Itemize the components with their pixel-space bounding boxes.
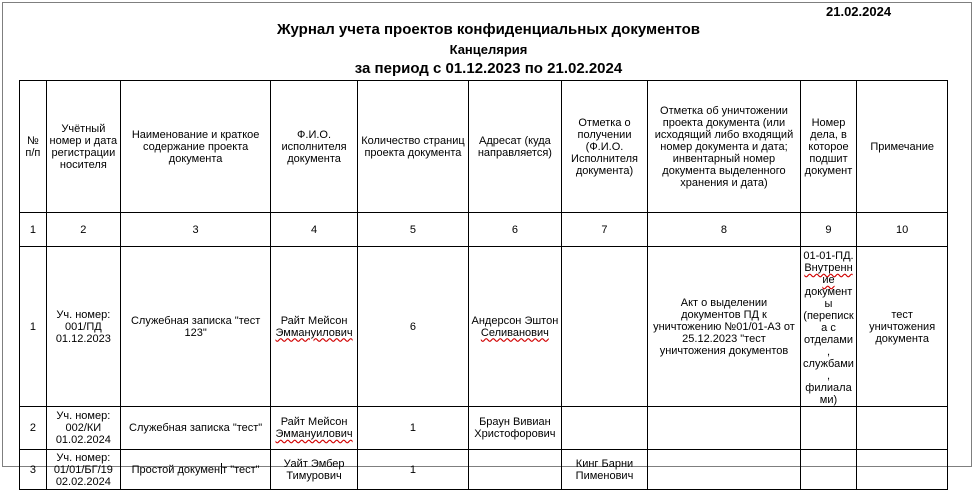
- registration-cell: Уч. номер: 01/01/БГ/19 02.02.2024: [46, 450, 120, 490]
- document-name-part: Простой докумен: [131, 464, 221, 476]
- row-number: 2: [20, 407, 47, 450]
- registration-cell: Уч. номер: 002/КИ 01.02.2024: [46, 407, 120, 450]
- received-cell: [561, 247, 648, 407]
- column-header: Отметка о получении (Ф.И.О. Исполнителя документа): [561, 81, 648, 213]
- pages-cell: 6: [357, 247, 468, 407]
- case-word: Внутренние: [804, 262, 853, 286]
- document-name-cell: Служебная записка "тест": [120, 407, 270, 450]
- journal-table: [19, 80, 948, 490]
- destruction-cell: Акт о выделении документов ПД к уничтожению №01/01-А3 от 25.12.2023 "тест уничтожения документов: [648, 247, 800, 407]
- addressee-patronymic: Селиванович: [480, 326, 549, 339]
- column-number: 3: [120, 213, 270, 247]
- column-number: 2: [46, 213, 120, 247]
- column-header: Отметка об уничтожении проекта документа (или исходящий либо входящий номер документа и дата; инвентарный номер документа выделенного хранения и дата): [648, 81, 800, 213]
- department-name: Канцелярия: [449, 42, 528, 57]
- addressee-cell: [469, 247, 562, 407]
- case-number-cell: [800, 407, 857, 450]
- document-name-cell: Служебная записка "тест 123": [120, 247, 270, 407]
- addressee-cell: [469, 450, 562, 490]
- row-number: 3: [20, 450, 47, 490]
- column-number: 9: [800, 213, 857, 247]
- column-number: 7: [561, 213, 648, 247]
- note-cell: [857, 407, 948, 450]
- table-row: [20, 450, 948, 490]
- report-period: за период с 01.12.2023 по 21.02.2024: [354, 60, 623, 77]
- column-number: 10: [857, 213, 948, 247]
- document-name-part: т "тест": [222, 464, 260, 476]
- table-row: [20, 407, 948, 450]
- case-code: 01-01-ПД.: [803, 250, 854, 262]
- column-header: Номер дела, в которое подшит документ: [800, 81, 857, 213]
- received-cell: Кинг Барни Пименович: [561, 450, 648, 490]
- executor-patronymic: Эммануилович: [275, 326, 353, 339]
- case-number-cell: [800, 450, 857, 490]
- report-date: 21.02.2024: [826, 4, 892, 19]
- executor-name: Райт Мейсон: [280, 416, 348, 428]
- received-cell: [561, 407, 648, 450]
- destruction-cell: [648, 407, 800, 450]
- note-cell: тест уничтожения документа: [857, 247, 948, 407]
- pages-cell: 1: [357, 407, 468, 450]
- column-header: Примечание: [857, 81, 948, 213]
- executor-name: Райт Мейсон: [280, 314, 348, 327]
- executor-cell: [271, 407, 358, 450]
- column-header: № п/п: [20, 81, 47, 213]
- column-header: Учётный номер и дата регистрации носителя: [46, 81, 120, 213]
- executor-cell: [271, 247, 358, 407]
- destruction-cell: [648, 450, 800, 490]
- case-rest: документы (переписка с отделами, службами, филиалами): [803, 286, 854, 406]
- report-title: Журнал учета проектов конфиденциальных документов: [276, 21, 701, 38]
- note-cell: [857, 450, 948, 490]
- column-number: 6: [469, 213, 562, 247]
- column-number: 4: [271, 213, 358, 247]
- document-name-cell[interactable]: [120, 450, 270, 490]
- column-header: Количество страниц проекта документа: [357, 81, 468, 213]
- column-number: 1: [20, 213, 47, 247]
- column-header: Ф.И.О. исполнителя документа: [271, 81, 358, 213]
- header-row: [20, 81, 948, 213]
- registration-cell: Уч. номер: 001/ПД 01.12.2023: [46, 247, 120, 407]
- column-number: 8: [648, 213, 800, 247]
- column-number-row: [20, 213, 948, 247]
- executor-cell: Уайт Эмбер Тимурович: [271, 450, 358, 490]
- row-number: 1: [20, 247, 47, 407]
- addressee-name: Андерсон Эштон: [471, 314, 559, 327]
- table-row: [20, 247, 948, 407]
- case-number-cell: [800, 247, 857, 407]
- pages-cell: 1: [357, 450, 468, 490]
- column-header: Адресат (куда направляется): [469, 81, 562, 213]
- column-number: 5: [357, 213, 468, 247]
- executor-patronymic: Эммануилович: [275, 428, 353, 440]
- column-header: Наименование и краткое содержание проекта документа: [120, 81, 270, 213]
- addressee-cell: Браун Вивиан Христофорович: [469, 407, 562, 450]
